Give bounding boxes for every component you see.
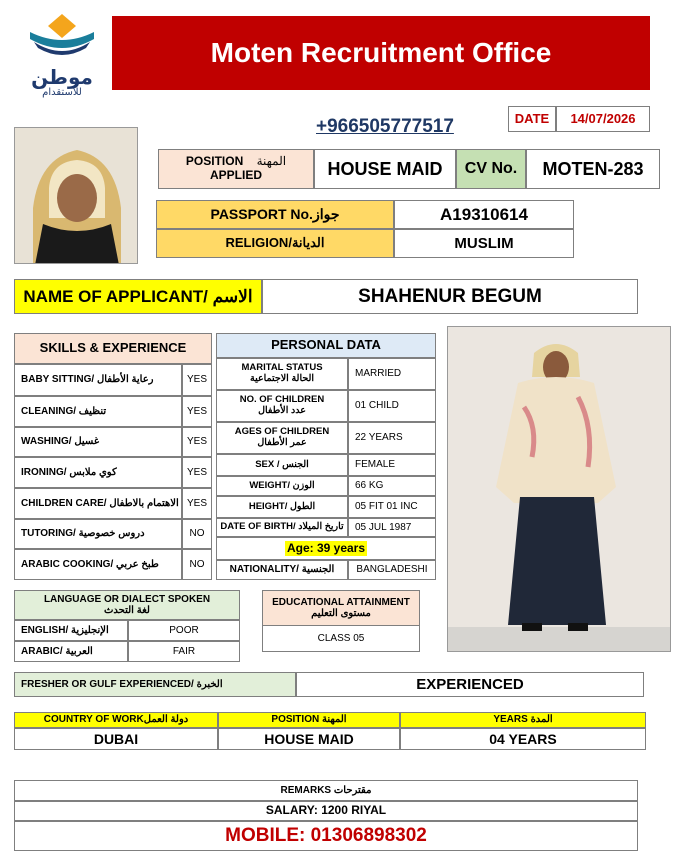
work-position: HOUSE MAID bbox=[218, 728, 400, 750]
personal-label-en: MARITAL STATUS bbox=[241, 362, 323, 374]
work-col-years: YEARS المدة bbox=[400, 712, 646, 728]
logo-mark-icon bbox=[24, 12, 100, 62]
applicant-portrait-photo bbox=[14, 127, 138, 264]
personal-data-header: PERSONAL DATA bbox=[216, 333, 436, 358]
passport-value: A19310614 bbox=[394, 200, 574, 229]
personal-value: 01 CHILD bbox=[348, 390, 436, 422]
personal-label bbox=[216, 390, 348, 422]
position-label-en-2: APPLIED bbox=[209, 168, 262, 182]
skill-label: IRONING/ كوي ملابس bbox=[14, 457, 182, 488]
skills-header: SKILLS & EXPERIENCE bbox=[14, 333, 212, 364]
education-header bbox=[262, 590, 420, 626]
applicant-name-label: NAME OF APPLICANT/ الاسم bbox=[14, 279, 262, 314]
personal-label-en: AGES OF CHILDREN bbox=[234, 426, 330, 438]
position-label-en: POSITION bbox=[185, 154, 244, 169]
logo-arabic-tagline: للاستقدام bbox=[42, 87, 82, 98]
skill-value: YES bbox=[182, 364, 212, 396]
personal-label bbox=[216, 476, 348, 496]
age-cell bbox=[216, 537, 436, 560]
skill-label: TUTORING/ دروس خصوصية bbox=[14, 519, 182, 549]
nationality-label: NATIONALITY/ الجنسية bbox=[216, 560, 348, 580]
personal-label-en: HEIGHT/ الطول bbox=[248, 500, 316, 512]
work-col-position: POSITION المهنة bbox=[218, 712, 400, 728]
personal-label bbox=[216, 496, 348, 518]
skill-value: YES bbox=[182, 396, 212, 427]
language-label: ENGLISH/ الإنجليزية bbox=[14, 620, 128, 641]
skill-value: YES bbox=[182, 427, 212, 457]
personal-label bbox=[216, 358, 348, 390]
applicant-full-photo bbox=[447, 326, 671, 652]
language-header-ar: لغة التحدث bbox=[104, 605, 150, 616]
personal-value: 66 KG bbox=[348, 476, 436, 496]
language-header-en: LANGUAGE OR DIALECT SPOKEN bbox=[43, 593, 211, 605]
nationality-value: BANGLADESHI bbox=[348, 560, 436, 580]
education-header-ar: مستوى التعليم bbox=[311, 608, 371, 619]
remarks-mobile: MOBILE: 01306898302 bbox=[14, 821, 638, 851]
remarks-salary: SALARY: 1200 RIYAL bbox=[14, 801, 638, 821]
date-label: DATE bbox=[508, 106, 556, 132]
work-col-country: COUNTRY OF WORKدولة العمل bbox=[14, 712, 218, 728]
personal-label-en: WEIGHT/ الوزن bbox=[249, 479, 315, 491]
personal-label-en: DATE OF BIRTH/ تاريخ الميلاد bbox=[220, 521, 344, 533]
personal-label-ar: الحالة الاجتماعية bbox=[250, 373, 314, 384]
work-years: 04 YEARS bbox=[400, 728, 646, 750]
page-title: Moten Recruitment Office bbox=[210, 37, 552, 68]
skill-value: NO bbox=[182, 519, 212, 549]
logo-arabic-name: موطن bbox=[31, 65, 93, 89]
personal-label-en: SEX / الجنس bbox=[255, 458, 309, 470]
language-level: FAIR bbox=[128, 641, 240, 662]
religion-value: MUSLIM bbox=[394, 229, 574, 258]
experience-label: FRESHER OR GULF EXPERIENCED/ الخبرة bbox=[14, 672, 296, 697]
personal-label bbox=[216, 518, 348, 537]
personal-label-en: NO. OF CHILDREN bbox=[239, 394, 325, 406]
cv-number-label: CV No. bbox=[456, 149, 526, 189]
contact-phone[interactable]: +966505777517 bbox=[316, 116, 454, 137]
skill-label: CHILDREN CARE/ الاهتمام بالاطفال bbox=[14, 488, 182, 519]
cv-number-value: MOTEN-283 bbox=[526, 149, 660, 189]
skill-label: ARABIC COOKING/ طبخ عربي bbox=[14, 549, 182, 580]
position-applied-value: HOUSE MAID bbox=[314, 149, 456, 189]
personal-value: FEMALE bbox=[348, 454, 436, 476]
personal-value: 05 JUL 1987 bbox=[348, 518, 436, 537]
remarks-header: REMARKS مقترحات bbox=[14, 780, 638, 801]
language-level: POOR bbox=[128, 620, 240, 641]
age-value: Age: 39 years bbox=[286, 540, 366, 555]
skill-value: YES bbox=[182, 488, 212, 519]
religion-label: RELIGION/الديانة bbox=[156, 229, 394, 258]
position-label-ar: المهنة bbox=[256, 154, 287, 169]
education-header-en: EDUCATIONAL ATTAINMENT bbox=[272, 596, 410, 608]
education-value: CLASS 05 bbox=[262, 626, 420, 652]
personal-value: 22 YEARS bbox=[348, 422, 436, 454]
language-label: ARABIC/ العربية bbox=[14, 641, 128, 662]
personal-value: MARRIED bbox=[348, 358, 436, 390]
skill-value: NO bbox=[182, 549, 212, 580]
personal-label bbox=[216, 422, 348, 454]
company-logo bbox=[24, 12, 100, 98]
experience-value: EXPERIENCED bbox=[296, 672, 644, 697]
personal-label bbox=[216, 454, 348, 476]
passport-label: PASSPORT No.جواز bbox=[156, 200, 394, 229]
skill-value: YES bbox=[182, 457, 212, 488]
position-applied-label bbox=[158, 149, 314, 189]
skill-label: CLEANING/ تنظيف bbox=[14, 396, 182, 427]
personal-label-ar: عمر الأطفال bbox=[257, 437, 307, 448]
date-value: 14/07/2026 bbox=[556, 106, 650, 132]
personal-label-ar: عدد الأطفال bbox=[258, 405, 306, 416]
skill-label: WASHING/ غسيل bbox=[14, 427, 182, 457]
personal-value: 05 FIT 01 INC bbox=[348, 496, 436, 518]
work-country: DUBAI bbox=[14, 728, 218, 750]
language-header bbox=[14, 590, 240, 620]
header-banner bbox=[112, 16, 650, 90]
applicant-name-value: SHAHENUR BEGUM bbox=[262, 279, 638, 314]
skill-label: BABY SITTING/ رعاية الأطفال bbox=[14, 364, 182, 396]
